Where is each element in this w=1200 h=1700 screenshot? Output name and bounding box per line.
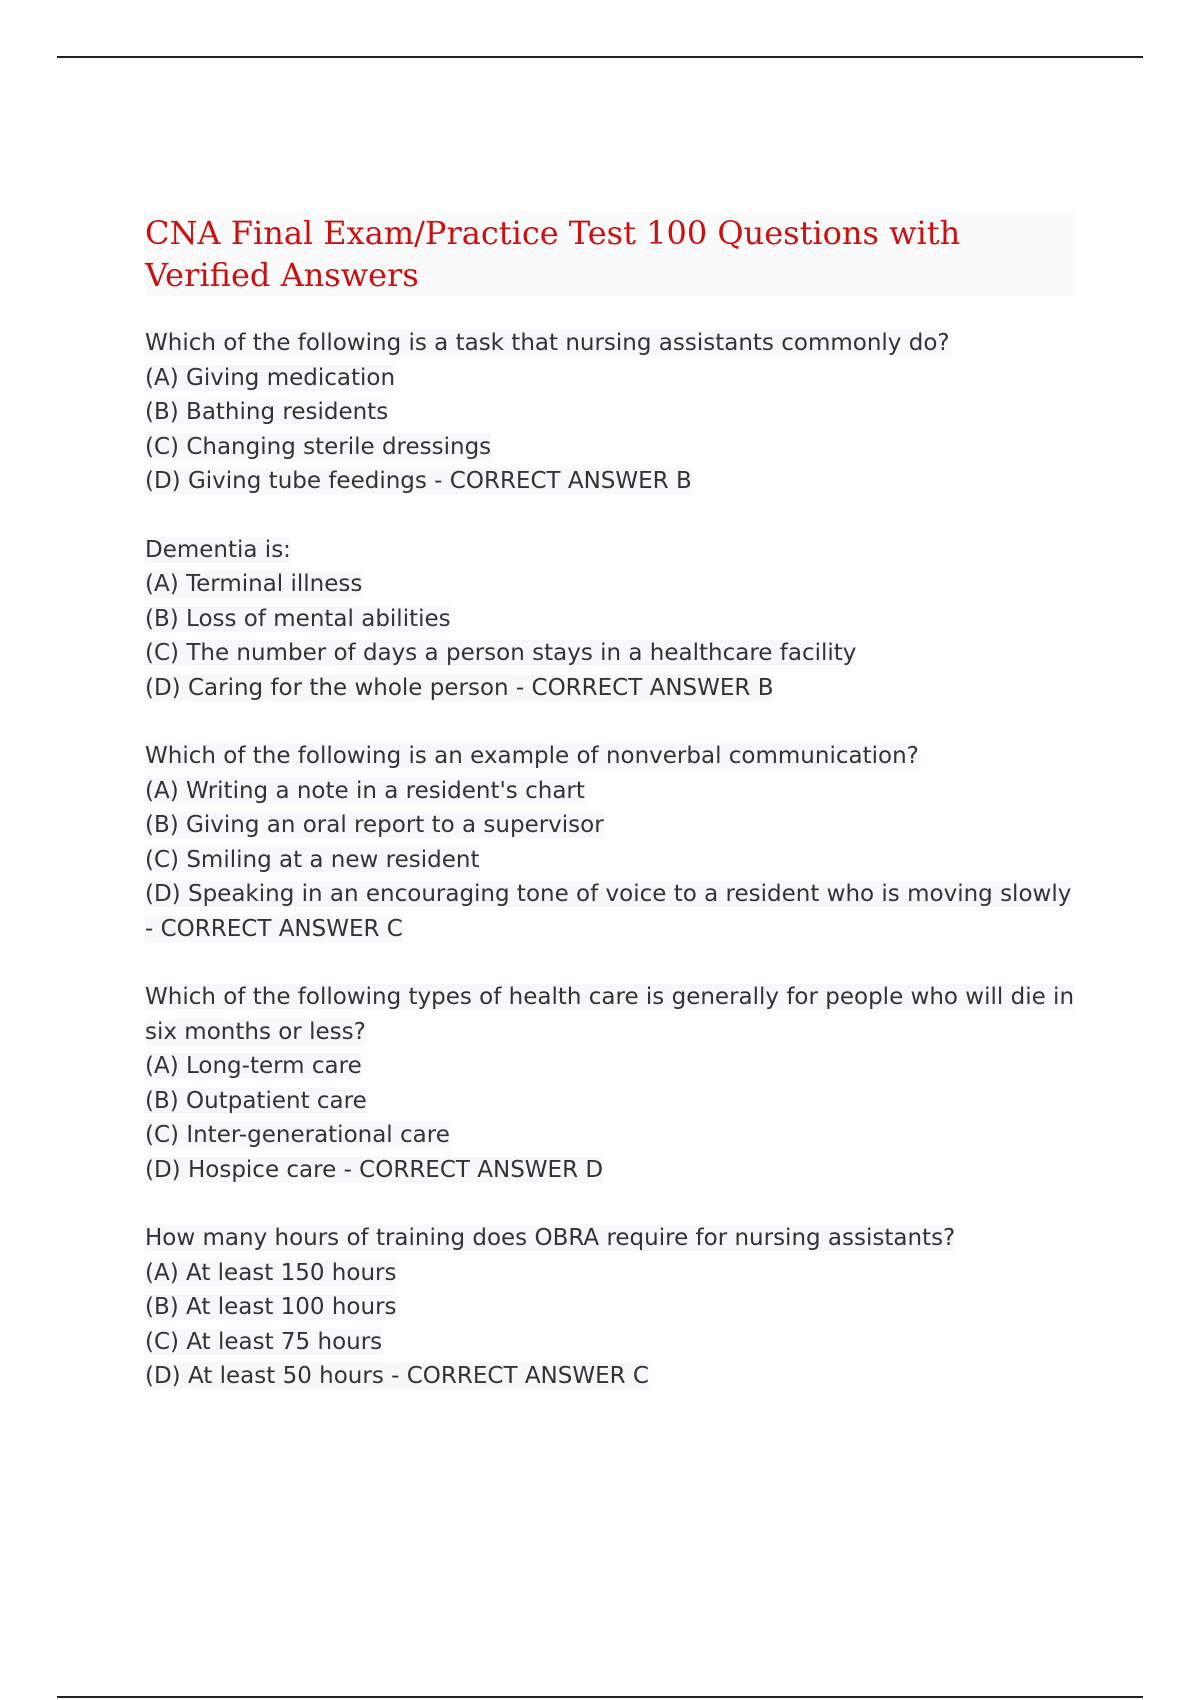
answer-option: (C) Inter-generational care bbox=[145, 1122, 450, 1148]
answer-option: (D) Speaking in an encouraging tone of voice to a resident who is moving slowly - CORRECT ANSWER C bbox=[145, 881, 1072, 942]
answer-option: (A) Long-term care bbox=[145, 1053, 362, 1079]
answer-option: (B) Bathing residents bbox=[145, 399, 389, 425]
answer-option: (D) Caring for the whole person - CORRECT ANSWER B bbox=[145, 674, 774, 701]
answer-option: (C) The number of days a person stays in a healthcare facility bbox=[145, 640, 857, 666]
question-prompt: Dementia is: bbox=[145, 536, 291, 563]
answer-option: (B) Giving an oral report to a supervisor bbox=[145, 812, 604, 838]
question-prompt: Which of the following is a task that nursing assistants commonly do? bbox=[145, 330, 950, 356]
question-4 bbox=[145, 980, 1075, 1187]
answer-option: (D) Giving tube feedings - CORRECT ANSWER B bbox=[145, 468, 692, 494]
question-prompt: Which of the following is an example of nonverbal communication? bbox=[145, 743, 919, 769]
answer-option: (B) Loss of mental abilities bbox=[145, 605, 451, 632]
answer-option: (D) At least 50 hours - CORRECT ANSWER C bbox=[145, 1363, 649, 1389]
answer-option: (A) At least 150 hours bbox=[145, 1259, 397, 1286]
header-rule bbox=[57, 56, 1143, 58]
document-title: CNA Final Exam/Practice Test 100 Questions with Verified Answers bbox=[145, 212, 1075, 296]
answer-option: (B) At least 100 hours bbox=[145, 1294, 397, 1320]
answer-option: (C) Smiling at a new resident bbox=[145, 846, 480, 873]
answer-option: (D) Hospice care - CORRECT ANSWER D bbox=[145, 1156, 604, 1183]
answer-option: (C) Changing sterile dressings bbox=[145, 433, 492, 460]
question-1 bbox=[145, 326, 1075, 499]
answer-option: (B) Outpatient care bbox=[145, 1087, 367, 1114]
answer-option: (A) Writing a note in a resident's chart bbox=[145, 777, 585, 804]
answer-option: (A) Terminal illness bbox=[145, 571, 363, 597]
footer-rule bbox=[57, 1696, 1143, 1698]
answer-option: (A) Giving medication bbox=[145, 364, 396, 391]
question-5 bbox=[145, 1221, 1075, 1394]
question-prompt: Which of the following types of health care is generally for people who will die in six months or less? bbox=[145, 984, 1075, 1045]
question-prompt: How many hours of training does OBRA require for nursing assistants? bbox=[145, 1225, 956, 1251]
document-body bbox=[145, 212, 1075, 1428]
question-2 bbox=[145, 533, 1075, 706]
answer-option: (C) At least 75 hours bbox=[145, 1328, 383, 1355]
question-3 bbox=[145, 739, 1075, 946]
